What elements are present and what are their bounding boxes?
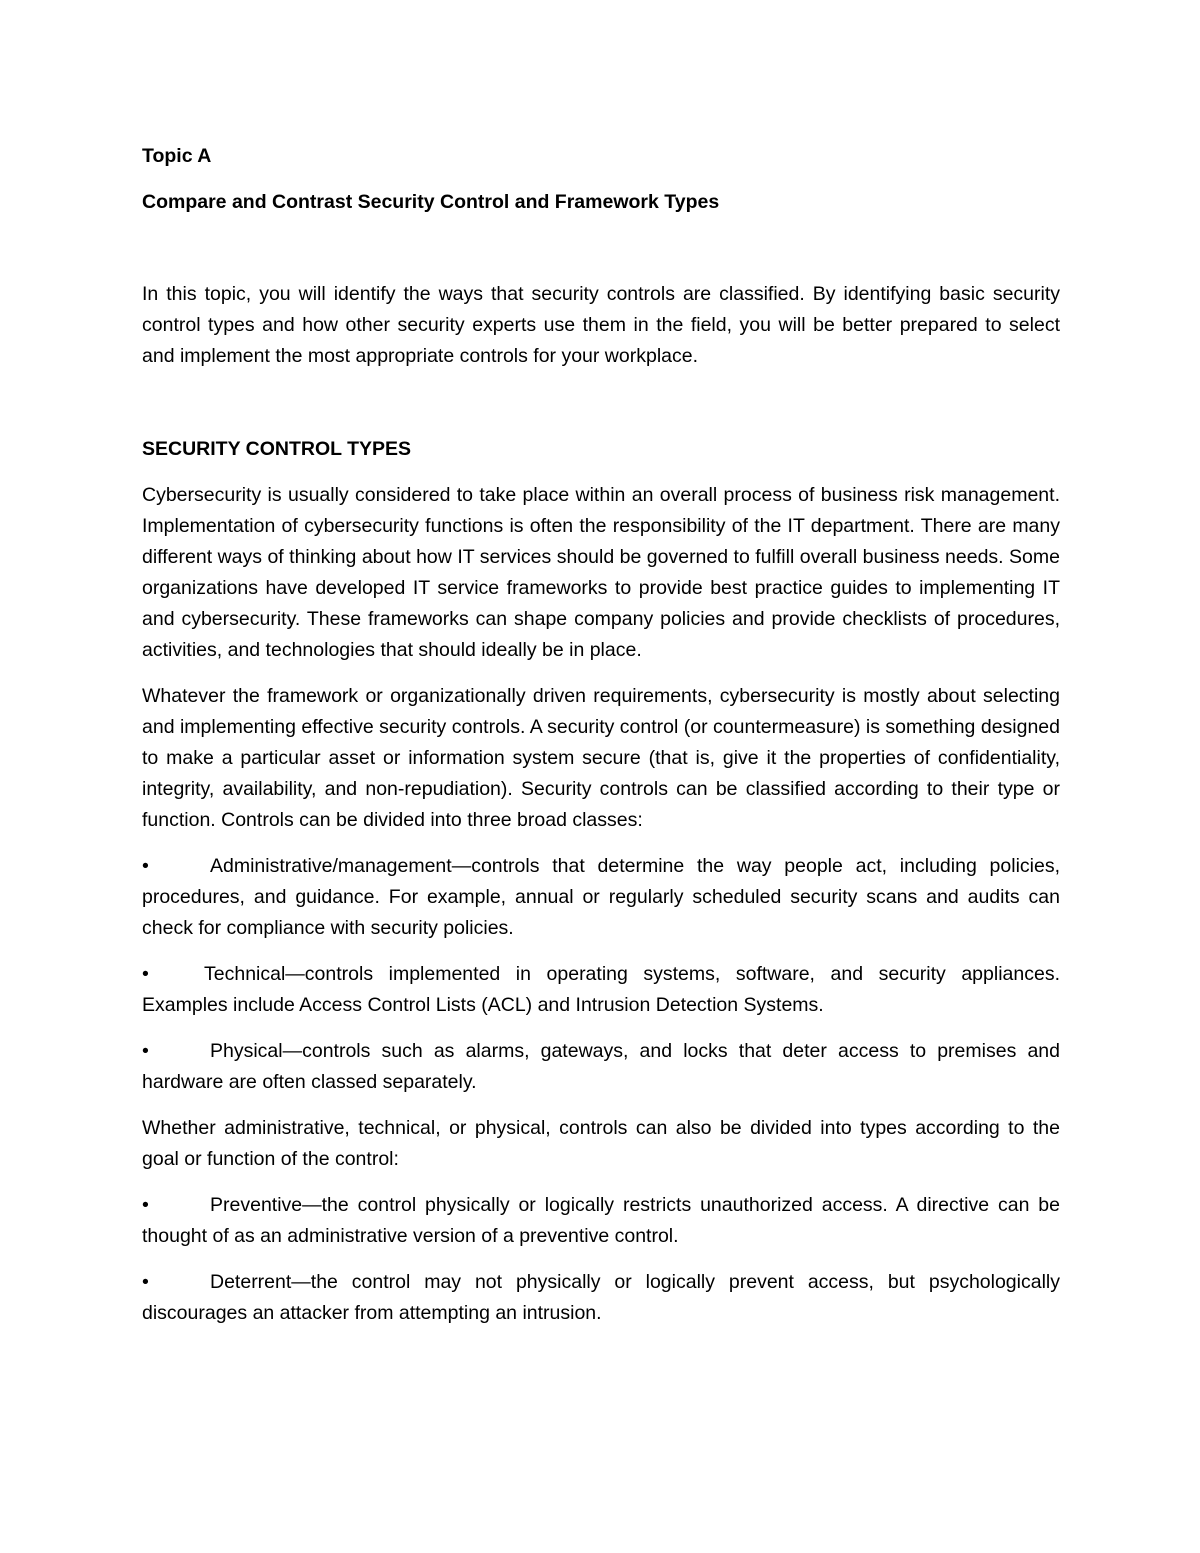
intro-paragraph: In this topic, you will identify the ways that security controls are classified. By identifying basic security control types and how other security experts use them in the field, you will be better prepared to select and implement the most appropriate controls for your workplace. [142, 283, 1060, 367]
topic-title: Compare and Contrast Security Control and Framework Types [142, 191, 720, 213]
body-paragraph-2: Whatever the framework or organizationally driven requirements, cybersecurity is mostly about selecting and implementing effective security controls. A security control (or countermeasure) is something designed to make a particular asset or information system secure (that is, give it the properties of confidentiality, integrity, availability, and non-repudiation). Security controls can be classified according to their type or function. Controls can be divided into three broad classes: [142, 685, 1060, 831]
bullet-marker: • [142, 1040, 149, 1062]
body-paragraph-1: Cybersecurity is usually considered to take place within an overall process of business risk management. Implementation of cybersecurity functions is often the responsibility of the IT department. There are many different ways of thinking about how IT services should be governed to fulfill overall business needs. Some organizations have developed IT service frameworks to provide best practice guides to implementing IT and cybersecurity. These frameworks can shape company policies and provide checklists of procedures, activities, and technologies that should ideally be in place. [142, 484, 1060, 661]
bullet-text: Preventive—the control physically or logically restricts unauthorized access. A directive can be thought of as an administrative version of a preventive control. [142, 1194, 1060, 1247]
bullet-marker: • [142, 1194, 149, 1216]
bullet-item-preventive [142, 1190, 1060, 1252]
bullet-item-deterrent [142, 1267, 1060, 1329]
bullet-item-physical [142, 1036, 1060, 1098]
topic-label: Topic A [142, 145, 212, 167]
bullet-marker: • [142, 855, 149, 877]
bullet-item-technical [142, 959, 1060, 1021]
bullet-text: Physical—controls such as alarms, gateways, and locks that deter access to premises and hardware are often classed separately. [142, 1040, 1060, 1093]
body-paragraph-3: Whether administrative, technical, or physical, controls can also be divided into types according to the goal or function of the control: [142, 1117, 1060, 1170]
bullet-marker: • [142, 963, 149, 985]
bullet-marker: • [142, 1271, 149, 1293]
bullet-text: Administrative/management—controls that determine the way people act, including policies, procedures, and guidance. For example, annual or regularly scheduled security scans and audits can check for compliance with security policies. [142, 855, 1060, 939]
section-heading: SECURITY CONTROL TYPES [142, 438, 412, 460]
bullet-text: Technical—controls implemented in operating systems, software, and security appliances. Examples include Access Control Lists (ACL) and Intrusion Detection Systems. [142, 963, 1060, 1016]
bullet-text: Deterrent—the control may not physically or logically prevent access, but psychologically discourages an attacker from attempting an intrusion. [142, 1271, 1060, 1324]
bullet-item-administrative [142, 851, 1060, 944]
document-body [142, 141, 1060, 1344]
